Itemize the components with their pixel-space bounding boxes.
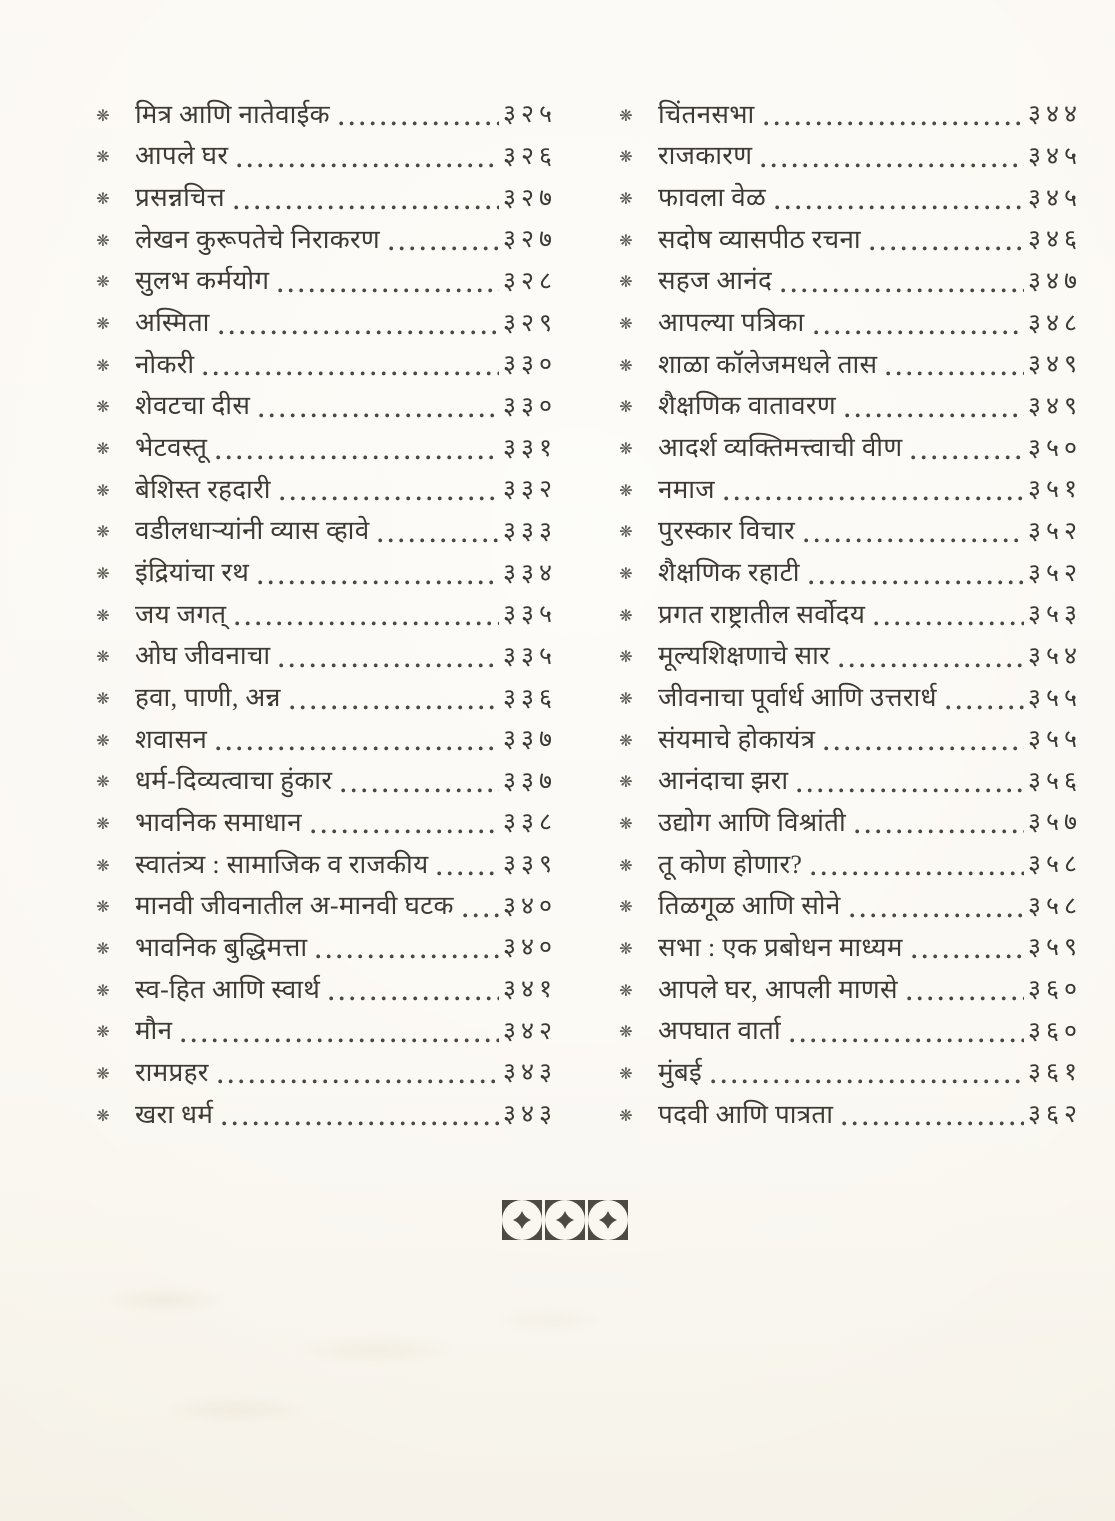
dotted-leader [280,496,499,501]
toc-entry-page-number: ३५५ [1027,684,1082,712]
toc-entry-title: बेशिस्त रहदारी [135,474,271,504]
toc-entry-page-number: ३४३ [502,1101,557,1129]
toc-entry-title: हवा, पाणी, अन्न [135,683,281,713]
toc-entry-title: इंद्रियांचा रथ [135,558,250,588]
toc-entry-page-number: ३४४ [1027,101,1082,129]
toc-entry [93,719,557,761]
toc-entry [616,1052,1082,1094]
toc-entry-title: पुरस्कार विचार [658,516,796,546]
dotted-leader [886,371,1024,376]
toc-entry [616,136,1082,178]
rosette-bullet-icon: ❋ [619,772,633,792]
toc-entry-page-number: ३२७ [502,184,557,212]
toc-entry-title: मौन [135,1016,173,1046]
toc-entry [616,1010,1082,1052]
toc-entry-page-number: ३६० [1027,976,1082,1004]
toc-entry [93,261,557,303]
toc-entry-title: अपघात वार्ता [658,1016,781,1046]
dotted-leader [781,288,1024,293]
toc-entry [616,511,1082,553]
toc-entry-title: तिळगूळ आणि सोने [658,891,841,921]
dotted-leader [824,746,1024,751]
toc-entry-page-number: ३३९ [502,851,557,879]
toc-entry-page-number: ३४७ [1027,267,1082,295]
rosette-bullet-icon: ❋ [619,272,633,292]
toc-entry-title: ओघ जीवनाचा [135,641,271,671]
toc-entry [616,94,1082,136]
toc-entry-title: वडीलधाऱ्यांनी व्यास व्हावे [135,516,370,546]
toc-entry-title: आदर्श व्यक्तिमत्त्वाची वीण [658,433,903,463]
rosette-bullet-icon: ❋ [96,689,110,709]
toc-entry-page-number: ३५४ [1027,642,1082,670]
toc-entry [93,552,557,594]
rosette-bullet-icon: ❋ [619,355,633,375]
toc-entry-page-number: ३२७ [502,226,557,254]
ornament-divider [500,1194,630,1246]
dotted-leader [237,163,499,168]
toc-entry [93,511,557,553]
toc-entry [616,719,1082,761]
dotted-leader [761,163,1024,168]
rosette-bullet-icon: ❋ [619,855,633,875]
toc-entry-page-number: ३४५ [1027,142,1082,170]
rosette-bullet-icon: ❋ [619,564,633,584]
dotted-leader [842,1121,1024,1126]
rosette-bullet-icon: ❋ [96,522,110,542]
toc-entry-page-number: ३३५ [502,601,557,629]
toc-entry [93,677,557,719]
toc-entry [93,136,557,178]
toc-entry-title: शैक्षणिक रहाटी [658,558,800,588]
rosette-bullet-icon: ❋ [619,1063,633,1083]
toc-entry [616,636,1082,678]
toc-entry-page-number: ३५० [1027,434,1082,462]
rosette-bullet-icon: ❋ [619,480,633,500]
rosette-bullet-icon: ❋ [96,772,110,792]
toc-entry-title: मूल्यशिक्षणाचे सार [658,641,831,671]
rosette-bullet-icon: ❋ [619,1022,633,1042]
dotted-leader [218,1079,499,1084]
toc-entry-title: फावला वेळ [658,183,767,213]
dotted-leader [329,996,499,1001]
rosette-bullet-icon: ❋ [619,105,633,125]
dotted-leader [912,954,1024,959]
dotted-leader [290,705,499,710]
toc-entry-page-number: ३६० [1027,1017,1082,1045]
toc-entry [93,1094,557,1136]
rosette-bullet-icon: ❋ [619,439,633,459]
toc-entry-page-number: ३५२ [1027,559,1082,587]
toc-entry [93,1010,557,1052]
toc-entry [616,386,1082,428]
toc-entry [616,469,1082,511]
toc-entry-page-number: ३५७ [1027,809,1082,837]
toc-entry-title: राजकारण [658,141,753,171]
toc-entry [616,427,1082,469]
toc-entry-title: भावनिक समाधान [135,807,302,837]
toc-entry-page-number: ३३३ [502,517,557,545]
rosette-bullet-icon: ❋ [96,314,110,334]
dotted-leader [279,663,499,668]
toc-entry-title: धर्म-दिव्यत्वाचा हुंकार [135,766,333,796]
toc-entry [93,844,557,886]
toc-entry-page-number: ३४३ [502,1059,557,1087]
toc-entry-page-number: ३३६ [502,684,557,712]
toc-entry [616,552,1082,594]
dotted-leader [811,871,1024,876]
toc-entry-title: स्व-हित आणि स्वार्थ [135,974,321,1004]
toc-entry-title: चिंतनसभा [658,99,755,129]
toc-entry-page-number: ३५१ [1027,476,1082,504]
toc-entry-page-number: ३५५ [1027,726,1082,754]
dotted-leader [839,663,1024,668]
toc-entry-page-number: ३४० [502,892,557,920]
toc-entry [616,844,1082,886]
rosette-bullet-icon: ❋ [619,938,633,958]
toc-entry-page-number: ३५८ [1027,851,1082,879]
dotted-leader [258,580,499,585]
toc-entry-title: भावनिक बुद्धिमत्ता [135,932,308,962]
dotted-leader [181,1038,499,1043]
toc-entry [93,386,557,428]
dotted-leader [907,996,1024,1001]
toc-entry-page-number: ३४२ [502,1017,557,1045]
rosette-bullet-icon: ❋ [619,689,633,709]
dotted-leader [216,746,499,751]
toc-entry-title: लेखन कुरूपतेचे निराकरण [135,224,381,254]
toc-entry [616,761,1082,803]
toc-entry [616,1094,1082,1136]
toc-entry-title: आपल्या पत्रिका [658,308,805,338]
dotted-leader [278,288,499,293]
toc-entry-page-number: ३३१ [502,434,557,462]
toc-entry-page-number: ३३५ [502,642,557,670]
dotted-leader [845,413,1024,418]
rosette-bullet-icon: ❋ [619,813,633,833]
rosette-bullet-icon: ❋ [96,980,110,1000]
dotted-leader [234,205,499,210]
dotted-leader [222,1121,499,1126]
rosette-bullet-icon: ❋ [96,105,110,125]
toc-entry-title: सुलभ कर्मयोग [135,266,270,296]
toc-entry [616,969,1082,1011]
toc-entry [93,219,557,261]
dotted-leader [316,954,499,959]
dotted-leader [311,829,499,834]
rosette-bullet-icon: ❋ [96,480,110,500]
rosette-bullet-icon: ❋ [96,1022,110,1042]
dotted-leader [790,1038,1024,1043]
toc-entry [616,927,1082,969]
toc-entry-page-number: ३२६ [502,142,557,170]
toc-entry-page-number: ३५९ [1027,934,1082,962]
dotted-leader [809,580,1024,585]
dotted-leader [389,246,499,251]
rosette-bullet-icon: ❋ [96,439,110,459]
toc-entry-title: भेटवस्तू [135,433,208,463]
rosette-bullet-icon: ❋ [96,813,110,833]
toc-entry-title: आपले घर [135,141,229,171]
ornament-cross-motif [545,1200,585,1240]
toc-entry-page-number: ३४९ [1027,351,1082,379]
rosette-bullet-icon: ❋ [619,522,633,542]
toc-entry-title: स्वातंत्र्य : सामाजिक व राजकीय [135,849,429,879]
toc-entry-title: पदवी आणि पात्रता [658,1099,834,1129]
rosette-bullet-icon: ❋ [96,897,110,917]
toc-entry-page-number: ३४९ [1027,392,1082,420]
rosette-bullet-icon: ❋ [619,1105,633,1125]
toc-entry-page-number: ३६१ [1027,1059,1082,1087]
toc-entry [93,885,557,927]
toc-entry-title: नोकरी [135,349,195,379]
toc-entry [93,636,557,678]
rosette-bullet-icon: ❋ [619,897,633,917]
rosette-bullet-icon: ❋ [619,147,633,167]
toc-entry [93,469,557,511]
rosette-bullet-icon: ❋ [619,314,633,334]
toc-entry-title: अस्मिता [135,308,210,338]
toc-entry-title: तू कोण होणार? [658,849,803,879]
toc-entry-page-number: ३५३ [1027,601,1082,629]
dotted-leader [797,788,1024,793]
rosette-bullet-icon: ❋ [619,605,633,625]
dotted-leader [855,829,1024,834]
rosette-bullet-icon: ❋ [96,730,110,750]
rosette-bullet-icon: ❋ [96,564,110,584]
toc-entry [616,261,1082,303]
dotted-leader [203,371,499,376]
toc-entry [616,802,1082,844]
toc-entry-page-number: ३२८ [502,267,557,295]
ornament-cross-motif [502,1200,542,1240]
rosette-bullet-icon: ❋ [96,605,110,625]
rosette-bullet-icon: ❋ [96,938,110,958]
page-showthrough-smudge [60,1260,760,1460]
toc-entry [93,927,557,969]
toc-entry-title: मित्र आणि नातेवाईक [135,99,330,129]
toc-entry [616,677,1082,719]
toc-entry [93,594,557,636]
rosette-bullet-icon: ❋ [619,189,633,209]
dotted-leader [775,205,1024,210]
toc-entry [93,302,557,344]
toc-entry-page-number: ३२९ [502,309,557,337]
toc-entry [616,344,1082,386]
toc-entry [93,802,557,844]
toc-entry-page-number: ३४५ [1027,184,1082,212]
rosette-bullet-icon: ❋ [96,355,110,375]
toc-entry-title: जीवनाचा पूर्वार्ध आणि उत्तरार्ध [658,683,937,713]
toc-entry-title: शवासन [135,724,208,754]
rosette-bullet-icon: ❋ [619,230,633,250]
toc-entry-page-number: ३३२ [502,476,557,504]
toc-entry-title: शाळा कॉलेजमधले तास [658,349,878,379]
dotted-leader [724,496,1024,501]
toc-entry-title: प्रगत राष्ट्रातील सर्वोदय [658,599,866,629]
rosette-bullet-icon: ❋ [619,647,633,667]
toc-entry-page-number: ३५६ [1027,767,1082,795]
rosette-bullet-icon: ❋ [619,397,633,417]
toc-entry [616,177,1082,219]
toc-entry-title: सभा : एक प्रबोधन माध्यम [658,932,903,962]
dotted-leader [437,871,499,876]
rosette-bullet-icon: ❋ [96,147,110,167]
toc-entry-title: मानवी जीवनातील अ-मानवी घटक [135,891,454,921]
toc-entry-page-number: ३३० [502,392,557,420]
toc-entry-page-number: ३३४ [502,559,557,587]
dotted-leader [764,121,1024,126]
toc-entry [93,969,557,1011]
toc-entry-title: संयमाचे होकायंत्र [658,724,816,754]
dotted-leader [814,330,1024,335]
toc-entry-title: आनंदाचा झरा [658,766,789,796]
toc-entry-page-number: ३४० [502,934,557,962]
toc-entry [93,344,557,386]
toc-entry [616,219,1082,261]
toc-entry [93,94,557,136]
toc-entry [616,594,1082,636]
toc-entry-title: खरा धर्म [135,1099,214,1129]
dotted-leader [711,1079,1024,1084]
rosette-bullet-icon: ❋ [96,1063,110,1083]
dotted-leader [341,788,499,793]
ornament-cross-motif [588,1200,628,1240]
toc-entry [616,302,1082,344]
toc-entry-title: प्रसन्नचित्त [135,183,225,213]
toc-entry-title: शेवटचा दीस [135,391,251,421]
dotted-leader [259,413,499,418]
toc-entry-title: सदोष व्यासपीठ रचना [658,224,861,254]
toc-entry-title: मुंबई [658,1057,703,1087]
rosette-bullet-icon: ❋ [96,189,110,209]
toc-entry-title: उद्योग आणि विश्रांती [658,807,846,837]
toc-entry-title: शैक्षणिक वातावरण [658,391,836,421]
dotted-leader [804,538,1024,543]
dotted-leader [378,538,499,543]
toc-entry-title: जय जगत् [135,599,227,629]
rosette-bullet-icon: ❋ [96,647,110,667]
toc-entry-title: आपले घर, आपली माणसे [658,974,898,1004]
toc-entry [616,885,1082,927]
dotted-leader [870,246,1024,251]
toc-entry-page-number: ३४८ [1027,309,1082,337]
toc-entry-title: नमाज [658,474,715,504]
toc-entry [93,761,557,803]
rosette-bullet-icon: ❋ [96,855,110,875]
toc-entry-title: सहज आनंद [658,266,773,296]
toc-entry-page-number: ३५२ [1027,517,1082,545]
toc-entry-page-number: ३३८ [502,809,557,837]
toc-entry-title: रामप्रहर [135,1057,209,1087]
rosette-bullet-icon: ❋ [96,230,110,250]
toc-entry [93,427,557,469]
dotted-leader [911,455,1024,460]
toc-column-right [616,94,1082,1135]
toc-entry-page-number: ३३० [502,351,557,379]
dotted-leader [946,705,1024,710]
dotted-leader [219,330,499,335]
toc-entry [93,1052,557,1094]
toc-entry-page-number: ३३७ [502,767,557,795]
dotted-leader [850,913,1024,918]
toc-entry-page-number: ३२५ [502,101,557,129]
dotted-leader [874,621,1024,626]
toc-entry-page-number: ३४६ [1027,226,1082,254]
toc-entry-page-number: ३४१ [502,976,557,1004]
toc-entry-page-number: ३५८ [1027,892,1082,920]
rosette-bullet-icon: ❋ [619,730,633,750]
rosette-bullet-icon: ❋ [96,1105,110,1125]
dotted-leader [339,121,499,126]
toc-entry-page-number: ३६२ [1027,1101,1082,1129]
toc-entry-page-number: ३३७ [502,726,557,754]
rosette-bullet-icon: ❋ [96,397,110,417]
dotted-leader [463,913,499,918]
rosette-bullet-icon: ❋ [96,272,110,292]
toc-column-left [93,94,557,1135]
rosette-bullet-icon: ❋ [619,980,633,1000]
dotted-leader [235,621,499,626]
toc-entry [93,177,557,219]
dotted-leader [216,455,499,460]
